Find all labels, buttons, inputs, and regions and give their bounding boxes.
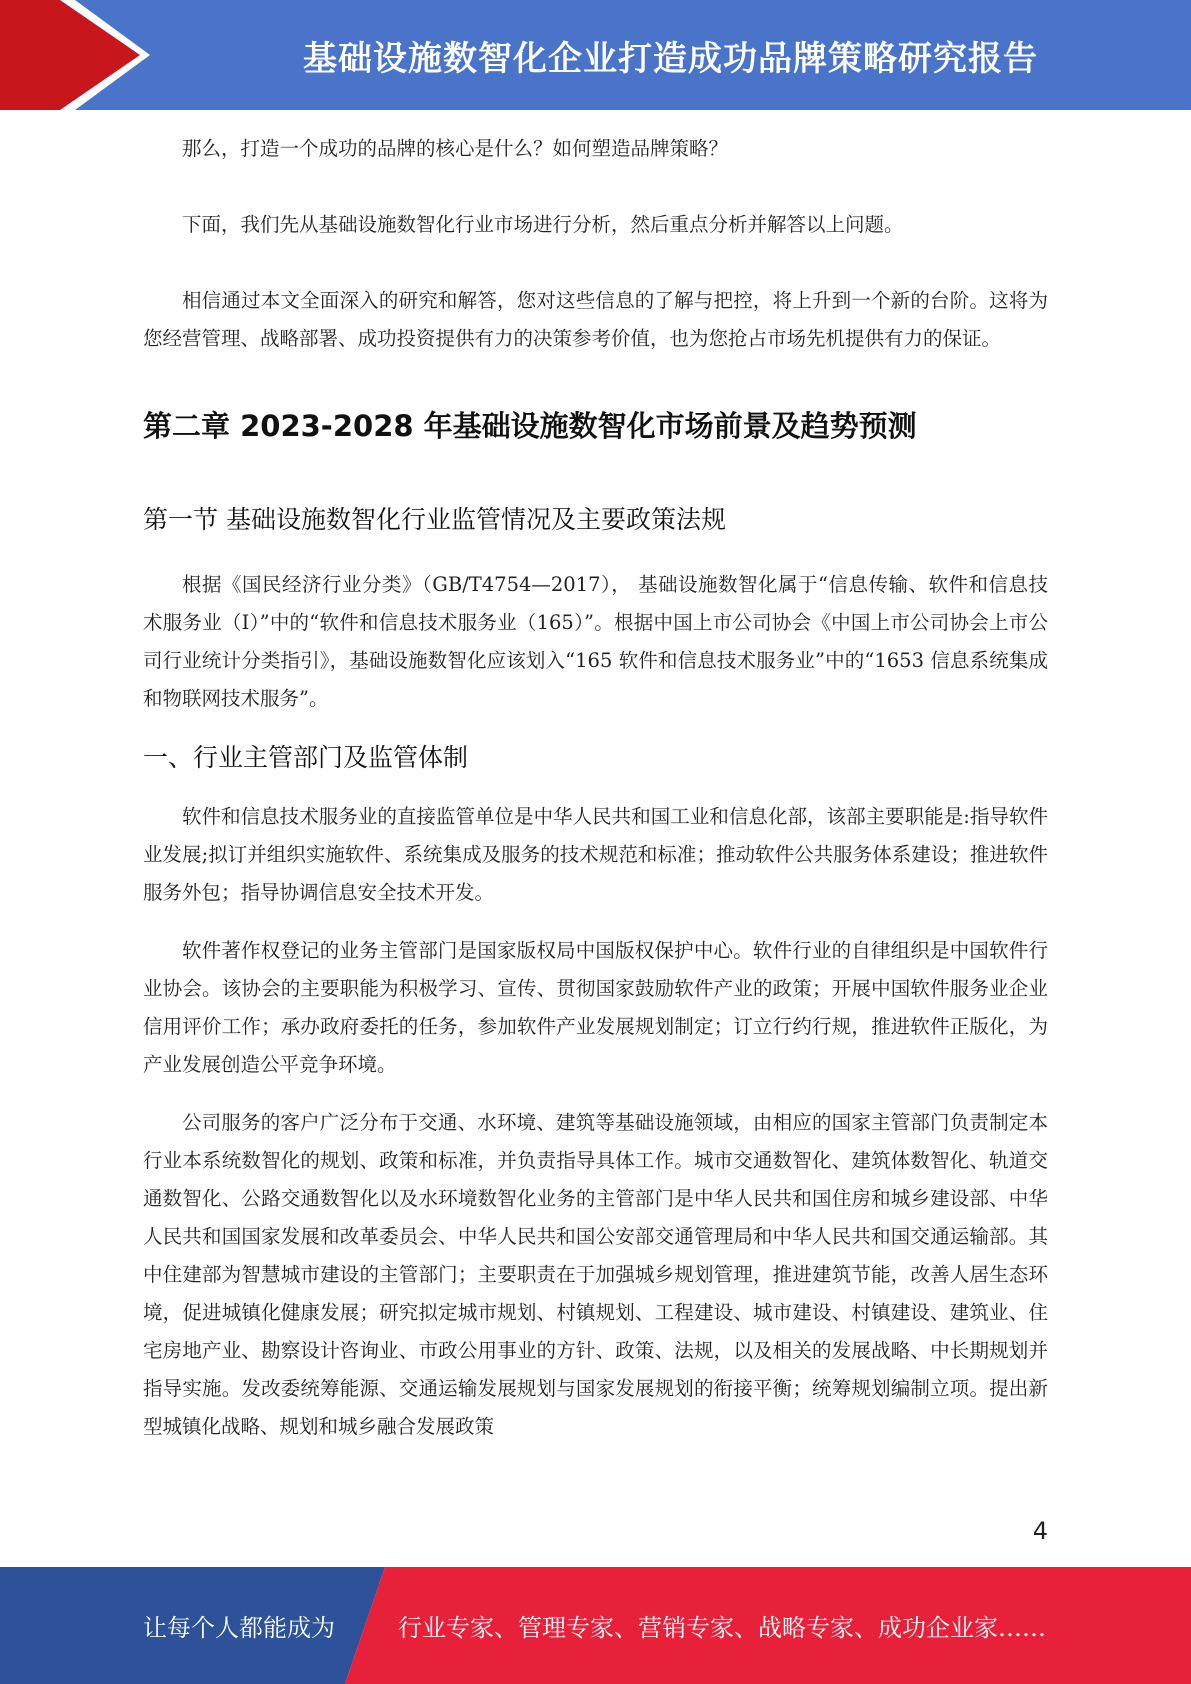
header-title: 基础设施数智化企业打造成功品牌策略研究报告 — [303, 38, 1038, 79]
footer-slogan-left: 让每个人都能成为 — [143, 1614, 335, 1642]
subsection-paragraph-1: 软件和信息技术服务业的直接监管单位是中华人民共和国工业和信息化部，该部主要职能是:指导软件业发展;拟订并组织实施软件、系统集成及服务的技术规范和标准；推动软件公共服务体系建设；推进软件服务外包；指导协调信息安全技术开发。 — [143, 805, 1048, 904]
page-number: 4 — [1032, 1517, 1048, 1545]
subsection-paragraph-2: 软件著作权登记的业务主管部门是国家版权局中国版权保护中心。软件行业的自律组织是中国软件行业协会。该协会的主要职能为积极学习、宣传、贯彻国家鼓励软件产业的政策；开展中国软件服务业企业信用评价工作；承办政府委托的任务，参加软件产业发展规划制定；订立行约行规，推进软件正版化，为产业发展创造公平竞争环境。 — [143, 939, 1048, 1076]
section-paragraph: 根据《国民经济行业分类》（GB/T4754—2017）， 基础设施数智化属于“信息传输、软件和信息技术服务业（I）”中的“软件和信息技术服务业（165）”。根据中国上市公司协会《中国上市公司协会上市公司行业统计分类指引》，基础设施数智化应该划入“165 软件和信息技术服务业”中的“1653 信息系统集成和物联网技术服务”。 — [143, 573, 1048, 710]
section-title: 第一节 基础设施数智化行业监管情况及主要政策法规 — [143, 505, 726, 534]
chapter-title: 第二章 2023-2028 年基础设施数智化市场前景及趋势预测 — [143, 409, 917, 443]
intro-paragraph-1: 那么，打造一个成功的品牌的核心是什么？如何塑造品牌策略？ — [182, 137, 729, 160]
header-banner — [0, 0, 1191, 110]
footer-banner — [0, 1567, 1191, 1684]
subsection-paragraph-3: 公司服务的客户广泛分布于交通、水环境、建筑等基础设施领域，由相应的国家主管部门负责制定本行业本系统数智化的规划、政策和标准，并负责指导具体工作。城市交通数智化、建筑体数智化、轨道交通数智化、公路交通数智化以及水环境数智化业务的主管部门是中华人民共和国住房和城乡建设部、中华人民共和国国家发展和改革委员会、中华人民共和国公安部交通管理局和中华人民共和国交通运输部。其中住建部为智慧城市建设的主管部门；主要职责在于加强城乡规划管理，推进建筑节能，改善人居生态环境，促进城镇化健康发展；研究拟定城市规划、村镇规划、工程建设、城市建设、村镇建设、建筑业、住宅房地产业、勘察设计咨询业、市政公用事业的方针、政策、法规，以及相关的发展战略、中长期规划并指导实施。发改委统筹能源、交通运输发展规划与国家发展规划的衔接平衡；统筹规划编制立项。提出新型城镇化战略、规划和城乡融合发展政策 — [143, 1111, 1048, 1438]
intro-paragraph-2: 下面，我们先从基础设施数智化行业市场进行分析，然后重点分析并解答以上问题。 — [182, 213, 904, 236]
footer-slogan-right: 行业专家、管理专家、营销专家、战略专家、成功企业家…… — [398, 1614, 1046, 1642]
subsection-title: 一、行业主管部门及监管体制 — [143, 743, 469, 772]
intro-paragraph-3: 相信通过本文全面深入的研究和解答，您对这些信息的了解与把控，将上升到一个新的台阶。这将为您经营管理、战略部署、成功投资提供有力的决策参考价值，也为您抢占市场先机提供有力的保证。 — [143, 289, 1048, 350]
document-body — [143, 130, 1048, 1446]
